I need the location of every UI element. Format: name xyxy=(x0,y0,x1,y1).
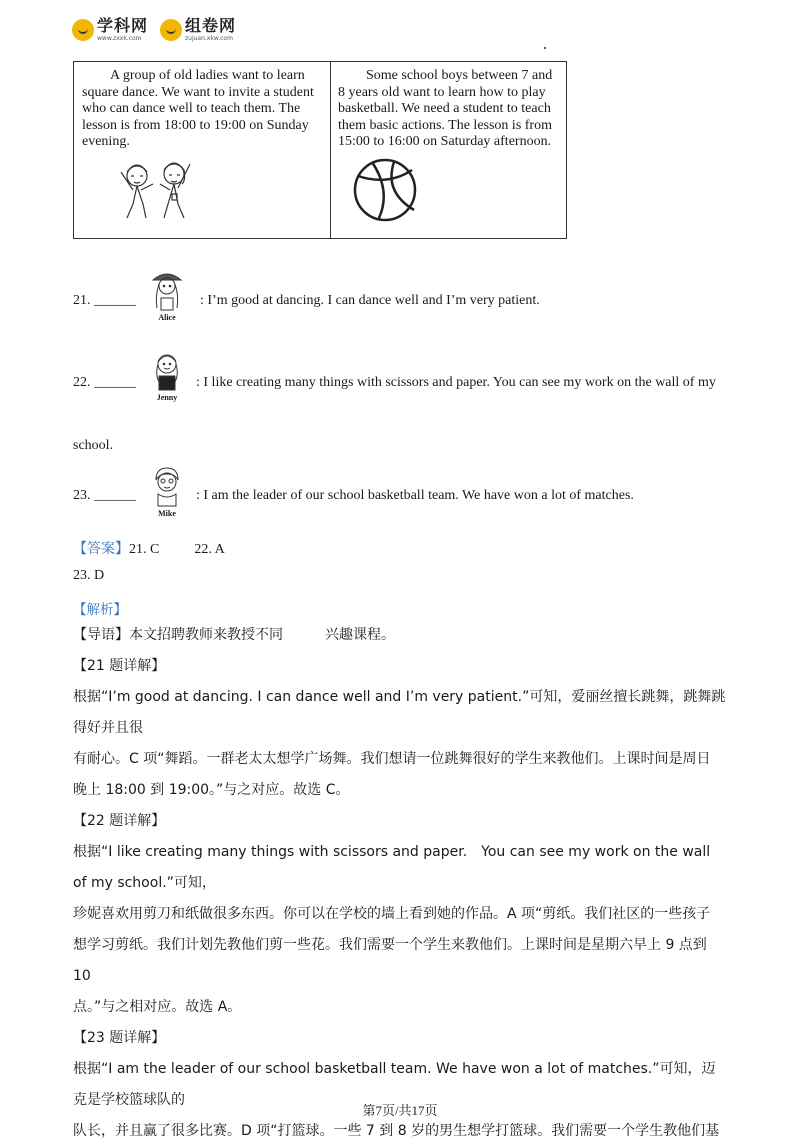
answer-21: 21. C xyxy=(129,542,160,557)
avatar-name: Jenny xyxy=(156,393,178,402)
question-21-text xyxy=(200,293,540,309)
detail-21-line: 晚上 18:00 到 19:00。”与之对应。故选 C。 xyxy=(73,782,350,798)
guide-line: 【导语】本文招聘教师来教授不同 兴趣课程。 xyxy=(73,627,395,643)
analysis-label: 【解析】 xyxy=(73,602,127,618)
question-23-text xyxy=(196,488,634,504)
question-23 xyxy=(73,488,136,504)
smiley-logo-icon xyxy=(160,19,182,41)
detail-22-line: 珍妮喜欢用剪刀和纸做很多东西。你可以在学校的墙上看到她的作品。A 项“剪纸。我们社区的一些孩子 xyxy=(73,906,711,922)
avatar-name: Mike xyxy=(158,509,176,518)
avatar-name: Alice xyxy=(158,313,176,322)
answers-line xyxy=(73,538,225,558)
detail-23-line: 根据“I am the leader of our school basketball team. We have won a lot of matches.”可知，迈克是学校篮球队的 xyxy=(73,1061,716,1108)
detail-21-line: 根据“I’m good at dancing. I can dance well and I’m very patient.”可知，爱丽丝擅长跳舞，跳舞跳得好并且很 xyxy=(73,689,726,736)
boy-icon xyxy=(147,466,187,510)
alice-avatar xyxy=(147,270,187,322)
ad-text: Some school boys between 7 and 8 years old want to learn how to play basketball. We need a student to teach them basic actions. The lesson is from 15:00 to 16:00 on Saturday afternoon. xyxy=(338,68,553,149)
answer-22: 22. A xyxy=(194,542,225,557)
girl-icon xyxy=(147,350,187,394)
jenny-avatar xyxy=(147,350,187,402)
heading-23: 【23 题详解】 xyxy=(73,1030,166,1046)
table-divider xyxy=(330,62,331,238)
heading-22: 【22 题详解】 xyxy=(73,813,166,829)
question-number-blank: 22. ______ xyxy=(73,375,136,390)
zxxk-logo xyxy=(72,14,148,46)
detail-21-line: 有耐心。C 项“舞蹈。一群老太太想学广场舞。我们想请一位跳舞很好的学生来教他们。上课时间是周日 xyxy=(73,751,711,767)
detail-22-line: 点。”与之相对应。故选 A。 xyxy=(73,999,242,1015)
question-22 xyxy=(73,375,136,391)
dancing-ladies-icon xyxy=(112,154,202,224)
question-text: : I am the leader of our school basketball team. We have won a lot of matches. xyxy=(196,488,634,503)
smiley-logo-icon xyxy=(72,19,94,41)
page-number: 第7页/共17页 xyxy=(362,1103,438,1118)
question-22-text xyxy=(196,375,716,391)
detail-22-line: 根据“I like creating many things with scissors and paper. You can see my work on the wall of my school.”可知， xyxy=(73,844,711,891)
question-22-continued xyxy=(73,438,113,454)
answer-23: 23. D xyxy=(73,568,105,583)
ad-basketball xyxy=(338,68,560,151)
ad-square-dance xyxy=(82,68,322,151)
logo-name: 组卷网 xyxy=(185,16,237,35)
girl-with-hat-icon xyxy=(147,270,187,314)
question-number-blank: 21. ______ xyxy=(73,293,136,308)
question-text: school. xyxy=(73,438,114,453)
mike-avatar xyxy=(147,466,187,518)
basketball-icon xyxy=(350,154,420,224)
logo-url: www.zxxk.com xyxy=(97,35,142,42)
ad-text: A group of old ladies want to learn square dance. We want to invite a student who can dance well to teach them. The lesson is from 18:00 to 19:00 on Sunday evening. xyxy=(82,68,314,149)
answer-23-line xyxy=(73,568,104,584)
ads-table xyxy=(73,61,567,239)
stray-dot xyxy=(544,47,546,49)
question-number-blank: 23. ______ xyxy=(73,488,136,503)
zujuan-logo xyxy=(160,14,236,46)
detail-22-line: 想学习剪纸。我们计划先教他们剪一些花。我们需要一个学生来教他们。上课时间是星期六早上 9 点到 10 xyxy=(73,937,707,984)
logo-url: zujuan.xkw.com xyxy=(185,35,233,42)
analysis-body xyxy=(73,620,727,1147)
detail-23-line: 队长，并且赢了很多比赛。D 项“打篮球。一些 7 到 8 岁的男生想学打篮球。我们需要一个学生教他们基 xyxy=(73,1123,720,1139)
question-21 xyxy=(73,293,136,309)
logo-name: 学科网 xyxy=(97,16,149,35)
question-text: : I’m good at dancing. I can dance well and I’m very patient. xyxy=(200,293,540,308)
heading-21: 【21 题详解】 xyxy=(73,658,166,674)
answer-label: 【答案】 xyxy=(73,541,129,557)
question-text: : I like creating many things with scissors and paper. You can see my work on the wall of my xyxy=(196,375,716,390)
